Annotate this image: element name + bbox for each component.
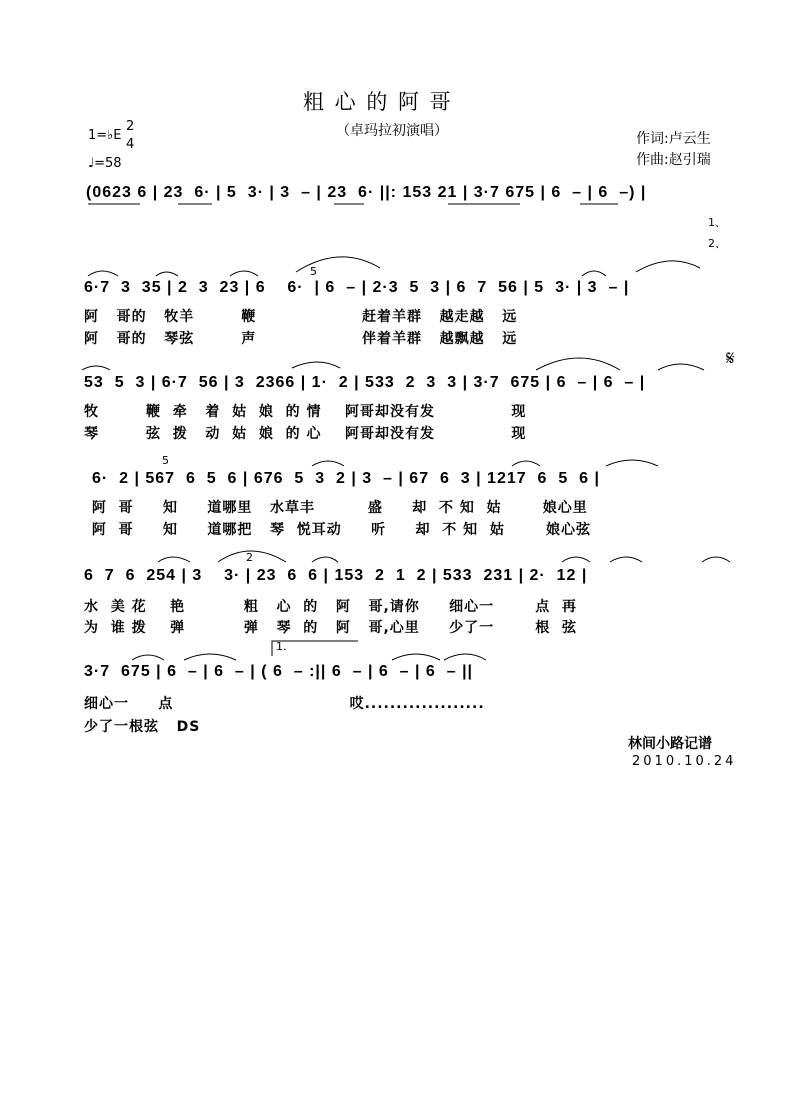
verse-mark-1: 1、 xyxy=(708,216,726,229)
slur xyxy=(88,271,118,276)
slur xyxy=(582,271,606,276)
slur xyxy=(218,551,286,562)
time-signature-top: 2 xyxy=(126,119,135,134)
system-4-notes: 6· 2 | 567 6 5 6 | 676 5 3 2 | 3 – | 67 6 3 | 1217 6 5 6 | xyxy=(92,470,600,487)
system-5-notes: 6 7 6 254 | 3 3· | 23 6 6 | 153 2 1 2 | 533 231 | 2· 12 | xyxy=(84,567,588,584)
slur xyxy=(636,261,700,272)
grace-note-5-b: 5 xyxy=(162,454,169,467)
system-5-lyrics-verse-1: 水 美 花 艳 粗 心 的 阿 哥,请你 细心一 点 再 xyxy=(84,599,578,615)
system-1-notes: (0623 6 | 23 6· | 5 3· | 3 – | 23 6· ||: 153 21 | 3·7 675 | 6 – | 6 –) | xyxy=(86,184,647,201)
system-2-lyrics-verse-1: 阿 哥的 牧羊 鞭 赶着羊群 越走越 远 xyxy=(84,309,518,325)
slur xyxy=(610,557,642,562)
system-6-lyrics-verse-1: 细心一 点 哎................... xyxy=(84,696,485,712)
transcriber-credit: 林间小路记谱 xyxy=(628,736,712,752)
tempo-mark: ♩=58 xyxy=(88,156,122,171)
slur xyxy=(312,557,338,562)
grace-note-2: 2 xyxy=(246,551,253,564)
key-signature: 1=♭E xyxy=(88,128,122,143)
slur xyxy=(512,461,540,466)
system-3-notes: 53 5 3 | 6·7 56 | 3 2366 | 1· 2 | 533 2 3 3 | 3·7 675 | 6 – | 6 – | xyxy=(84,374,646,391)
slur xyxy=(156,272,178,276)
system-6-lyrics-verse-2: 少了一根弦 DS xyxy=(84,719,201,735)
slur xyxy=(230,271,258,276)
slur xyxy=(444,654,486,660)
system-3-lyrics-verse-1: 牧 鞭 牵 着 姑 娘 的 情 阿哥却没有发 现 xyxy=(84,404,527,420)
slur xyxy=(82,366,110,370)
system-2-lyrics-verse-2: 阿 哥的 琴弦 声 伴着羊群 越飘越 远 xyxy=(84,331,518,347)
transcription-date: 2010.10.24 xyxy=(632,754,737,769)
system-4-lyrics-verse-1: 阿 哥 知 道哪里 水草丰 盛 却 不 知 姑 娘心里 xyxy=(86,500,588,516)
slur xyxy=(702,557,730,562)
slur xyxy=(562,557,590,562)
system-5-lyrics-verse-2: 为 谁 拨 弹 弹 琴 的 阿 哥,心里 少了一 根 弦 xyxy=(84,620,578,636)
song-title: 粗 心 的 阿 哥 xyxy=(303,90,453,114)
slur xyxy=(296,257,380,272)
volta-1-label: 1. xyxy=(276,640,287,653)
slur xyxy=(292,362,340,368)
slur xyxy=(312,461,344,466)
slur xyxy=(132,655,164,660)
segno-sign: 𝄋 xyxy=(726,346,735,370)
slur xyxy=(658,364,704,370)
slur xyxy=(158,557,190,562)
verse-mark-2: 2、 xyxy=(708,237,726,250)
slur xyxy=(184,654,236,660)
slur xyxy=(536,358,620,370)
system-3-lyrics-verse-2: 琴 弦 拨 动 姑 娘 的 心 阿哥却没有发 现 xyxy=(84,426,527,442)
system-2-notes: 6·7 3 35 | 2 3 23 | 6 6· | 6 – | 2·3 5 3 | 6 7 56 | 5 3· | 3 – | xyxy=(84,279,630,296)
performer-subtitle: （卓玛拉初演唱） xyxy=(336,123,448,139)
lyricist-credit: 作词:卢云生 xyxy=(636,131,711,147)
slur xyxy=(392,654,440,660)
volta-bracket xyxy=(272,641,358,656)
time-signature-bottom: 4 xyxy=(126,137,135,152)
slur xyxy=(606,460,658,466)
composer-credit: 作曲:赵引瑞 xyxy=(636,152,711,168)
system-4-lyrics-verse-2: 阿 哥 知 道哪把 琴 悦耳动 听 却 不 知 姑 娘心弦 xyxy=(86,522,591,538)
grace-note-5-a: 5 xyxy=(310,265,317,278)
system-6-notes: 3·7 675 | 6 – | 6 – | ( 6 – :|| 6 – | 6 – | 6 – || xyxy=(84,663,474,680)
